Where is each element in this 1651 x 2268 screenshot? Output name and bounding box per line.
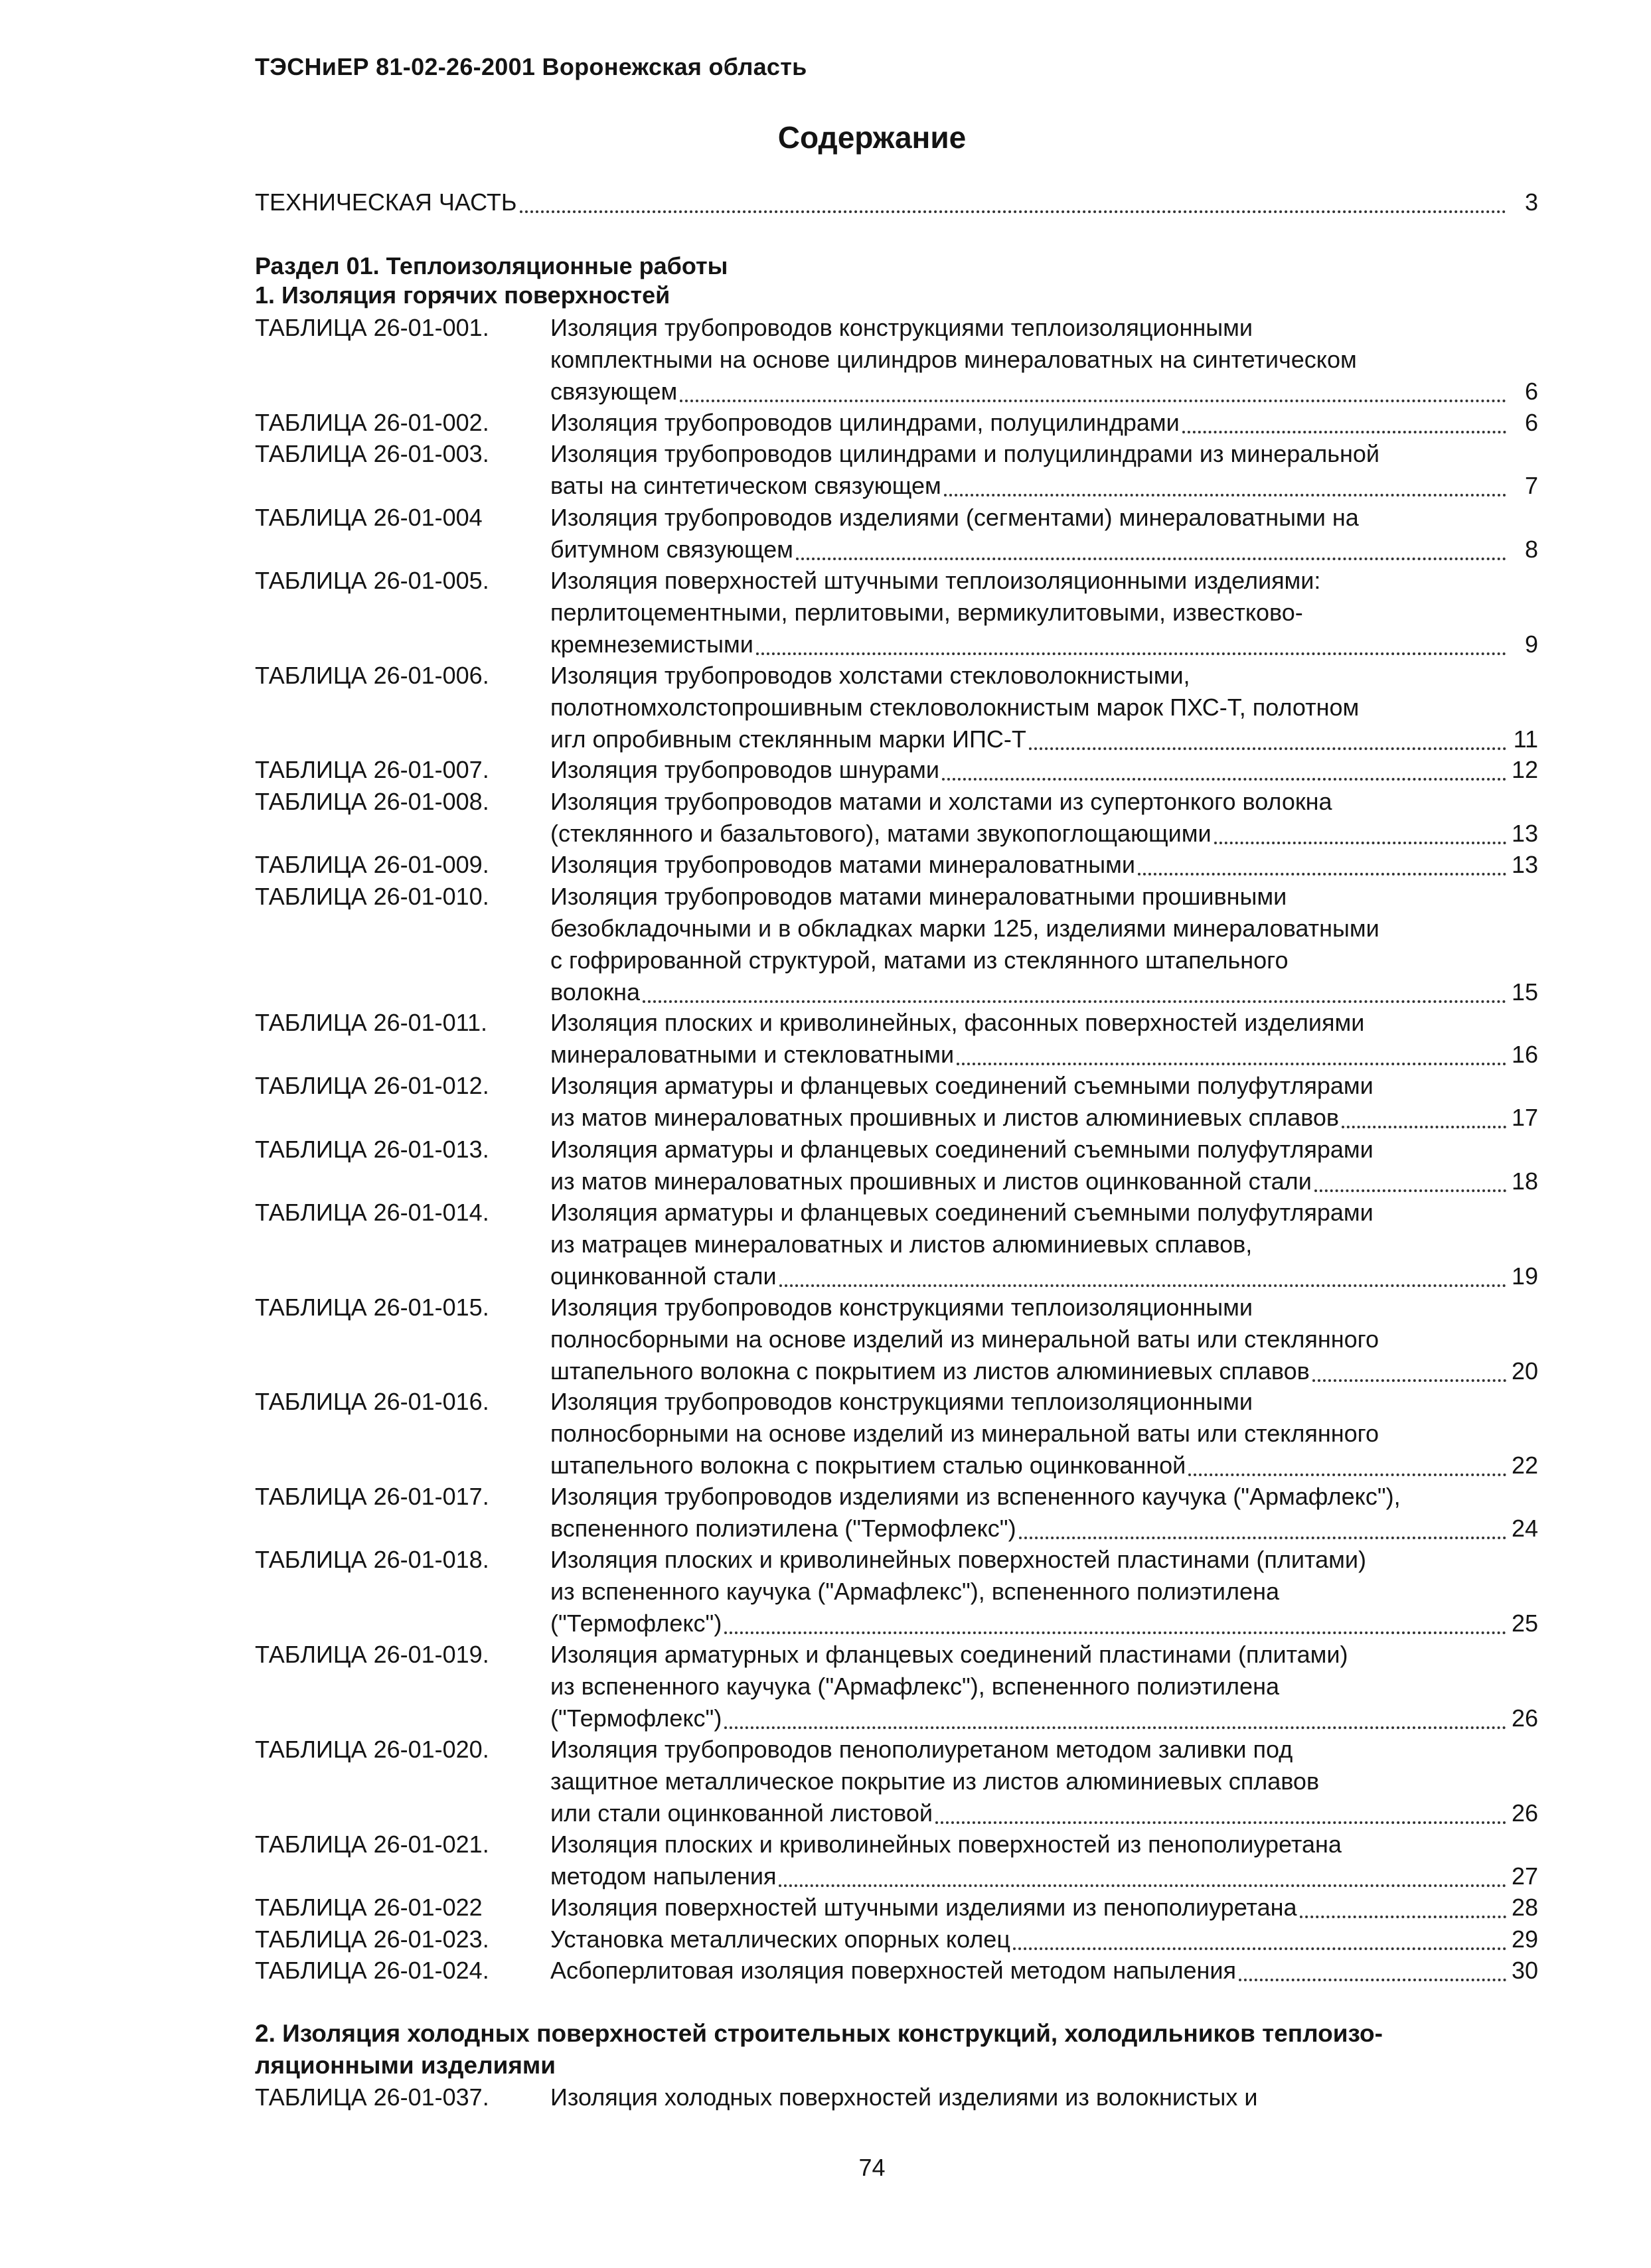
toc-page-number: 28 <box>1511 1894 1538 1921</box>
toc-entry-line <box>550 1639 1538 1671</box>
toc-entry-body <box>550 1924 1538 1955</box>
toc-entry-text: Изоляция трубопроводов матами минераловатными <box>550 851 1135 879</box>
subsection-heading-2: 2. Изоляция холодных поверхностей строительных конструкций, холодильников теплоизо- ляционными изделиями <box>255 2020 1383 2079</box>
toc-entry-line <box>550 881 1538 913</box>
toc-entry-code: ТАБЛИЦА 26-01-001. <box>255 314 489 341</box>
toc-entry-code: ТАБЛИЦА 26-01-021. <box>255 1830 489 1858</box>
toc-entry-code: ТАБЛИЦА 26-01-007. <box>255 756 489 784</box>
toc-entry-text: (стеклянного и базальтового), матами звукопоглощающими <box>550 820 1212 847</box>
toc-entry-body <box>550 786 1538 850</box>
dot-leader <box>1013 1947 1506 1950</box>
toc-entry-line <box>550 1070 1538 1102</box>
toc-page-number: 26 <box>1511 1704 1538 1732</box>
toc-entry-line <box>550 1039 1538 1071</box>
toc-entry[interactable] <box>255 438 1538 501</box>
toc-entry-body <box>550 1134 1538 1197</box>
toc-entry-code: ТАБЛИЦА 26-01-010. <box>255 882 489 910</box>
dot-leader <box>1239 1979 1506 1981</box>
toc-entry-text: кремнеземистыми <box>550 630 753 658</box>
toc-entry-text: Изоляция трубопроводов изделиями (сегментами) минераловатными на <box>550 503 1359 531</box>
dot-leader <box>935 1821 1506 1824</box>
toc-entry-code: ТАБЛИЦА 26-01-003. <box>255 440 489 468</box>
toc-entry-text: Изоляция трубопроводов холстами стекловолокнистыми, <box>550 661 1190 689</box>
toc-entry-line <box>550 1671 1538 1702</box>
dot-leader <box>724 1726 1506 1729</box>
toc-entry-text: из матов минераловатных прошивных и листов алюминиевых сплавов <box>550 1104 1340 1132</box>
toc-entry-text: Изоляция плоских и криволинейных поверхностей пластинами (плитами) <box>550 1546 1366 1574</box>
toc-entry-line <box>550 976 1538 1008</box>
toc-entry-code: ТАБЛИЦА 26-01-020. <box>255 1736 489 1763</box>
toc-entry-code: ТАБЛИЦА 26-01-016. <box>255 1388 489 1416</box>
toc-entry[interactable] <box>255 1892 1538 1924</box>
toc-entry-text: игл опробивным стеклянным марки ИПС-Т <box>550 725 1026 753</box>
toc-entry-code: ТАБЛИЦА 26-01-017. <box>255 1483 489 1511</box>
toc-entry-text: ("Термофлекс") <box>550 1610 722 1637</box>
toc-page-number: 20 <box>1511 1357 1538 1385</box>
dot-leader <box>1019 1537 1506 1539</box>
toc-entry-line <box>550 754 1538 786</box>
toc-entry[interactable] <box>255 1639 1538 1734</box>
toc-entry[interactable] <box>255 1197 1538 1292</box>
toc-entry-text: защитное металлическое покрытие из листов алюминиевых сплавов <box>550 1768 1320 1795</box>
toc-entry-line <box>550 1418 1538 1450</box>
toc-entry-line <box>550 1860 1538 1892</box>
dot-leader <box>1300 1916 1506 1918</box>
toc-entry-code: ТАБЛИЦА 26-01-024. <box>255 1957 489 1985</box>
toc-entry-text: с гофрированной структурой, матами из стеклянного штапельного <box>550 946 1289 974</box>
toc-entry-text: полносборными на основе изделий из минеральной ваты или стеклянного <box>550 1420 1379 1448</box>
toc-entry-line <box>550 1734 1538 1766</box>
toc-entry-text: Изоляция трубопроводов шнурами <box>550 756 939 784</box>
toc-entry-code: ТАБЛИЦА 26-01-037. <box>255 2083 489 2111</box>
toc-entry-line <box>550 312 1538 344</box>
toc-entry-body <box>550 1007 1538 1071</box>
toc-entry-text: Изоляция поверхностей штучными теплоизоляционными изделиями: <box>550 566 1321 594</box>
toc-entry[interactable] <box>255 1829 1538 1892</box>
toc-entry-body <box>550 1070 1538 1134</box>
toc-entry-line <box>550 376 1538 408</box>
toc-entry-line <box>550 1576 1538 1608</box>
toc-page-number: 6 <box>1524 378 1538 405</box>
toc-page-number: 11 <box>1513 725 1538 753</box>
toc-entry-text: Асбоперлитовая изоляция поверхностей методом напыления <box>550 1957 1237 1985</box>
toc-entry-text: Изоляция трубопроводов цилиндрами и полуцилиндрами из минеральной <box>550 440 1380 468</box>
dot-leader <box>1182 431 1506 433</box>
toc-entry-text: безобкладочными и в обкладках марки 125, изделиями минераловатными <box>550 914 1379 942</box>
toc-page-number: 18 <box>1511 1167 1538 1195</box>
toc-entry-text: битумном связующем <box>550 535 793 563</box>
toc-entry-line <box>550 1229 1538 1260</box>
toc-page-number: 16 <box>1511 1041 1538 1069</box>
toc-entry-line <box>550 1544 1538 1576</box>
toc-entry-body <box>550 1544 1538 1639</box>
toc-page-number: 22 <box>1511 1452 1538 1479</box>
toc-entry-text: Изоляция трубопроводов матами и холстами из супертонкого волокна <box>550 788 1332 815</box>
toc-entry-text: Изоляция плоских и криволинейных, фасонных поверхностей изделиями <box>550 1009 1365 1037</box>
toc-entry-text: штапельного волокна с покрытием из листов алюминиевых сплавов <box>550 1357 1310 1385</box>
toc-entry-code: ТАБЛИЦА 26-01-012. <box>255 1072 489 1100</box>
toc-entry-body <box>550 438 1538 502</box>
toc-entry-body <box>550 1734 1538 1829</box>
toc-entry-text: из матрацев минераловатных и листов алюминиевых сплавов, <box>550 1230 1253 1258</box>
toc-entry-code: ТАБЛИЦА 26-01-018. <box>255 1546 489 1574</box>
toc-entry-body <box>550 849 1538 881</box>
toc-entry-text: Изоляция арматуры и фланцевых соединений съемными полуфутлярами <box>550 1198 1374 1226</box>
toc-entry-line <box>550 470 1538 502</box>
dot-leader <box>643 1000 1506 1003</box>
toc-entry-line <box>550 565 1538 597</box>
dot-leader <box>1342 1126 1506 1128</box>
toc-entry-body <box>550 565 1538 660</box>
toc-entry-text: вспененного полиэтилена ("Термофлекс") <box>550 1515 1016 1543</box>
toc-entry-text: Установка металлических опорных колец <box>550 1925 1010 1953</box>
toc-entry[interactable] <box>255 1734 1538 1829</box>
toc-page-number: 13 <box>1511 820 1538 847</box>
toc-entry-text: Изоляция арматурных и фланцевых соединений пластинами (плитами) <box>550 1641 1348 1669</box>
toc-entry-line <box>550 1513 1538 1545</box>
toc-entry-line <box>550 407 1538 439</box>
toc-entry-line <box>550 1892 1538 1924</box>
toc-entry-line <box>550 849 1538 881</box>
toc-entry-line <box>550 913 1538 945</box>
toc-entry[interactable] <box>255 754 1538 786</box>
toc-entry-text: из вспененного каучука ("Армафлекс"), вспененного полиэтилена <box>550 1578 1279 1606</box>
toc-entry-line <box>550 344 1538 376</box>
toc-entry-line <box>550 534 1538 566</box>
dot-leader <box>724 1631 1506 1634</box>
toc-entry-code: ТАБЛИЦА 26-01-005. <box>255 566 489 594</box>
toc-entry-body <box>550 881 1538 1008</box>
toc-entry[interactable] <box>255 1924 1538 1955</box>
dot-leader <box>779 1884 1506 1887</box>
toc-entry[interactable] <box>255 786 1538 849</box>
toc-entry-line <box>550 502 1538 534</box>
toc-page-number: 19 <box>1511 1262 1538 1290</box>
toc-entry-text: Изоляция плоских и криволинейных поверхностей из пенополиуретана <box>550 1830 1342 1858</box>
toc-page-number: 7 <box>1524 472 1538 500</box>
toc-entry-code: ТАБЛИЦА 26-01-011. <box>255 1009 488 1037</box>
toc-entry-body <box>550 754 1538 786</box>
toc-entry-body <box>550 1829 1538 1892</box>
toc-entry-body <box>550 312 1538 408</box>
toc-page-number: 3 <box>1524 189 1538 216</box>
dot-leader <box>944 494 1506 496</box>
toc-entry-code: ТАБЛИЦА 26-01-006. <box>255 661 489 689</box>
toc-entry-text: оцинкованной стали <box>550 1262 777 1290</box>
toc-entry-text: Изоляция арматуры и фланцевых соединений съемными полуфутлярами <box>550 1072 1374 1100</box>
toc-entry-text: Изоляция холодных поверхностей изделиями из волокнистых и <box>550 2083 1258 2111</box>
toc-entry-text: Изоляция трубопроводов конструкциями теплоизоляционными <box>550 1388 1253 1416</box>
toc-entry-text: Изоляция трубопроводов изделиями из вспененного каучука ("Армафлекс"), <box>550 1483 1401 1511</box>
toc-entry-line <box>550 1450 1538 1481</box>
toc-entry-text: Изоляция трубопроводов цилиндрами, полуцилиндрами <box>550 408 1180 436</box>
toc-entry-line <box>550 1007 1538 1039</box>
toc-entry-body <box>550 407 1538 439</box>
toc-entry[interactable] <box>255 502 1538 565</box>
toc-entry-text: волокна <box>550 978 641 1006</box>
toc-entry-text: Изоляция арматуры и фланцевых соединений съемными полуфутлярами <box>550 1135 1374 1163</box>
toc-entry-code: ТАБЛИЦА 26-01-019. <box>255 1641 489 1669</box>
toc-page-number: 17 <box>1511 1104 1538 1132</box>
toc-entry[interactable] <box>255 1386 1538 1481</box>
dot-leader <box>1188 1474 1506 1476</box>
toc-entry-code: ТАБЛИЦА 26-01-014. <box>255 1198 489 1226</box>
toc-entry-label: ТЕХНИЧЕСКАЯ ЧАСТЬ <box>255 189 517 216</box>
toc-entry-code: ТАБЛИЦА 26-01-015. <box>255 1293 489 1321</box>
toc-entry-line <box>550 1292 1538 1323</box>
toc-entry-code: ТАБЛИЦА 26-01-023. <box>255 1925 489 1953</box>
toc-entry-line <box>550 1355 1538 1387</box>
toc-entry[interactable] <box>255 407 1538 439</box>
toc-entry-line <box>550 723 1538 755</box>
toc-entry-line <box>550 1102 1538 1134</box>
toc-entry-text: или стали оцинкованной листовой <box>550 1799 933 1827</box>
toc-entry-line <box>550 597 1538 629</box>
toc-entry[interactable] <box>255 312 1538 407</box>
toc-page-number: 24 <box>1511 1515 1538 1543</box>
toc-entry-text: полносборными на основе изделий из минеральной ваты или стеклянного <box>550 1325 1379 1353</box>
toc-entry-text: перлитоцементными, перлитовыми, вермикулитовыми, известково- <box>550 598 1303 626</box>
toc-entry-code: ТАБЛИЦА 26-01-009. <box>255 851 489 879</box>
toc-entry-text: методом напыления <box>550 1862 777 1890</box>
toc-entry-body <box>550 1197 1538 1292</box>
toc-page-number: 15 <box>1511 978 1538 1006</box>
toc-entry-line <box>550 438 1538 470</box>
toc-entry-text: Изоляция поверхностей штучными изделиями из пенополиуретана <box>550 1894 1297 1921</box>
toc-entry-body <box>550 1955 1538 1987</box>
toc-entry-text: штапельного волокна с покрытием сталью оцинкованной <box>550 1452 1186 1479</box>
toc-page-number: 26 <box>1511 1799 1538 1827</box>
toc-page-number: 30 <box>1511 1957 1538 1985</box>
toc-entry-text: связующем <box>550 378 678 405</box>
dot-leader <box>796 558 1506 560</box>
toc-entry[interactable] <box>255 881 1538 1007</box>
toc-entry-line <box>550 1386 1538 1418</box>
dot-leader <box>756 652 1506 655</box>
toc-entry-line <box>550 1608 1538 1639</box>
toc-entry-text: Изоляция трубопроводов пенополиуретаном методом заливки под <box>550 1736 1293 1763</box>
toc-page-number: 27 <box>1511 1862 1538 1890</box>
toc-entry-body <box>550 1639 1538 1734</box>
dot-leader <box>1138 873 1506 875</box>
toc-entry-line <box>550 629 1538 660</box>
toc-entry-text: комплектными на основе цилиндров минераловатных на синтетическом <box>550 346 1357 373</box>
toc-entry-line <box>550 1924 1538 1955</box>
page-title: Содержание <box>777 120 967 155</box>
toc-entry-text: ваты на синтетическом связующем <box>550 472 941 500</box>
toc-entry-line <box>550 660 1538 692</box>
toc-entry[interactable] <box>255 1292 1538 1387</box>
toc-entry-line <box>550 945 1538 976</box>
toc-entry-line <box>550 1955 1538 1987</box>
section-heading: Раздел 01. Теплоизоляционные работы <box>255 252 728 279</box>
toc-entry-line <box>550 1766 1538 1797</box>
toc-entry-text: Изоляция трубопроводов конструкциями теплоизоляционными <box>550 314 1253 341</box>
toc-entry-text: Изоляция трубопроводов конструкциями теплоизоляционными <box>550 1293 1253 1321</box>
dot-leader <box>957 1063 1506 1065</box>
dot-leader <box>680 400 1506 402</box>
toc-entry[interactable] <box>255 1481 1538 1544</box>
dot-leader <box>942 778 1506 781</box>
toc-entry-code: ТАБЛИЦА 26-01-002. <box>255 408 489 436</box>
toc-page-number: 12 <box>1511 756 1538 784</box>
toc-entry-line <box>550 1197 1538 1229</box>
toc-entry-code: ТАБЛИЦА 26-01-008. <box>255 788 489 815</box>
toc-entry-line <box>550 1829 1538 1860</box>
toc-entry-line <box>550 1134 1538 1166</box>
toc-page-number: 25 <box>1511 1610 1538 1637</box>
toc-entry[interactable] <box>255 660 1538 755</box>
dot-leader <box>779 1284 1506 1287</box>
toc-entry-code: ТАБЛИЦА 26-01-022 <box>255 1894 483 1921</box>
toc-page-number: 9 <box>1524 630 1538 658</box>
toc-entry-text: Изоляция трубопроводов матами минераловатными прошивными <box>550 882 1287 910</box>
page-number: 74 <box>858 2154 886 2181</box>
toc-entry-line <box>550 818 1538 850</box>
dot-leader <box>1312 1379 1506 1382</box>
toc-entry-code: ТАБЛИЦА 26-01-004 <box>255 503 483 531</box>
toc-entry-text: из вспененного каучука ("Армафлекс"), вспененного полиэтилена <box>550 1673 1279 1701</box>
toc-entry[interactable] <box>255 565 1538 660</box>
toc-entry-line <box>550 692 1538 723</box>
toc-entry-text: ("Термофлекс") <box>550 1704 722 1732</box>
toc-page-number: 29 <box>1511 1925 1538 1953</box>
toc-entry[interactable] <box>255 849 1538 881</box>
toc-entry-body <box>550 1386 1538 1481</box>
toc-page-number: 13 <box>1511 851 1538 879</box>
toc-entry-line <box>550 1260 1538 1292</box>
toc-entry-body <box>550 502 1538 566</box>
toc-entry[interactable] <box>255 1134 1538 1197</box>
toc-entry-body <box>550 1892 1538 1924</box>
toc-entry-line <box>550 1702 1538 1734</box>
toc-entry[interactable] <box>255 1070 1538 1133</box>
subsection-heading: 1. Изоляция горячих поверхностей <box>255 281 670 309</box>
toc-entry[interactable] <box>255 1544 1538 1639</box>
toc-entry-26-01-037[interactable] <box>255 2081 1258 2113</box>
toc-entry-text: минераловатными и стекловатными <box>550 1041 955 1069</box>
toc-page-number: 8 <box>1524 535 1538 563</box>
toc-entry[interactable] <box>255 1955 1538 1987</box>
toc-entry-body <box>550 1292 1538 1387</box>
toc-page-number: 6 <box>1524 408 1538 436</box>
toc-entry-text: из матов минераловатных прошивных и листов оцинкованной стали <box>550 1167 1312 1195</box>
toc-entry-code: ТАБЛИЦА 26-01-013. <box>255 1135 489 1163</box>
document-header: ТЭСНиЕР 81-02-26-2001 Воронежская область <box>255 53 807 80</box>
toc-entry-line <box>550 1481 1538 1513</box>
toc-entry-line <box>550 1797 1538 1829</box>
toc-entry-line <box>550 1166 1538 1197</box>
toc-entry-line <box>550 1323 1538 1355</box>
toc-entry[interactable] <box>255 1007 1538 1070</box>
toc-entry-text: полотномхолстопрошивным стекловолокнистым марок ПХС-Т, полотном <box>550 693 1360 721</box>
toc-entry-body <box>550 1481 1538 1545</box>
toc-entry-line <box>550 786 1538 818</box>
toc-entry-body <box>550 660 1538 755</box>
dot-leader <box>1029 747 1506 750</box>
dot-leader <box>1314 1189 1506 1192</box>
dot-leader <box>1214 842 1506 844</box>
